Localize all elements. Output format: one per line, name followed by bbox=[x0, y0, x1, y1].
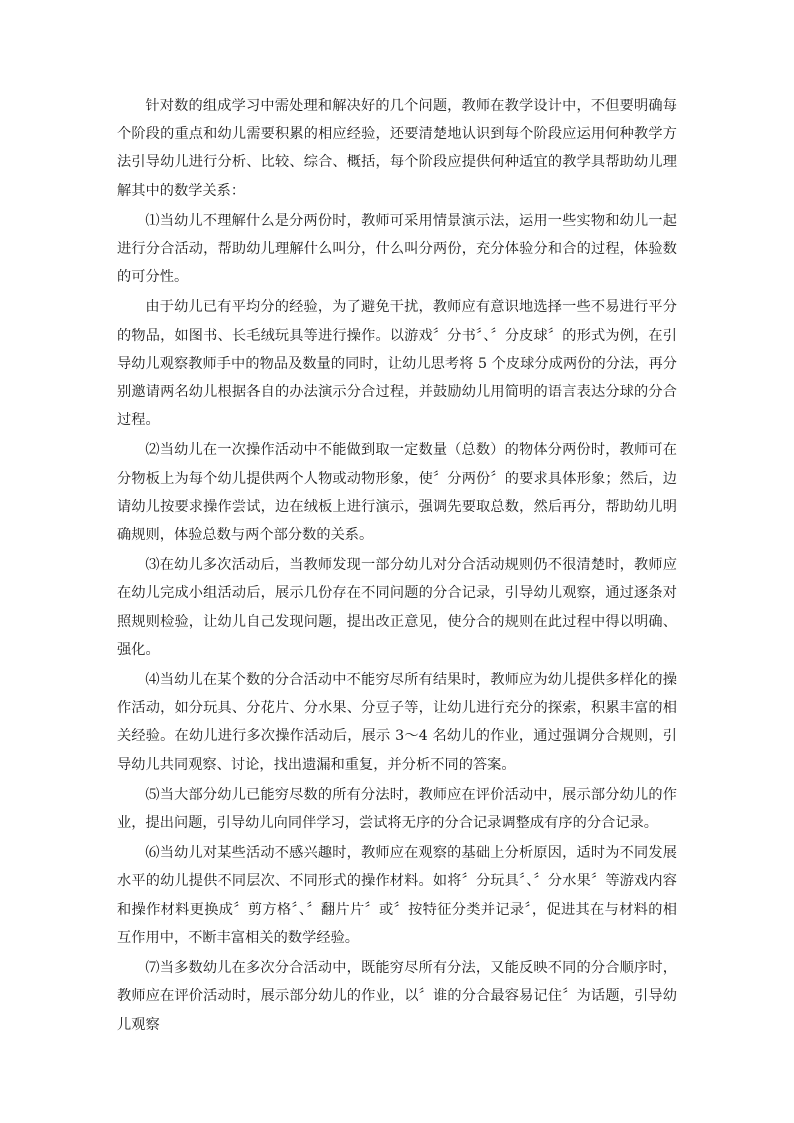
point-6-paragraph: ⑹当幼儿对某些活动不感兴趣时，教师应在观察的基础上分析原因，适时为不同发展水平的幼儿提供不同层次、不同形式的操作材料。如将〞分玩具〞、〞分水果〞等游戏内容和操作材料更换成〞剪方格〞、〞翻片片〞或〞按特征分类并记录〞，促进其在与材料的相互作用中，不断丰富相关的数学经验。 bbox=[117, 845, 677, 946]
point-7-paragraph: ⑺当多数幼儿在多次分合活动中，既能穷尽所有分法，又能反映不同的分合顺序时，教师应在评价活动时，展示部分幼儿的作业，以〞谁的分合最容易记住〞为话题，引导幼儿观察 bbox=[117, 960, 677, 1033]
point-5-paragraph: ⑸当大部分幼儿已能穷尽数的所有分法时，教师应在评价活动中，展示部分幼儿的作业，提出问题，引导幼儿向同伴学习，尝试将无序的分合记录调整成有序的分合记录。 bbox=[117, 786, 677, 832]
point-4-paragraph: ⑷当幼儿在某个数的分合活动中不能穷尽所有结果时，教师应为幼儿提供多样化的操作活动，如分玩具、分花片、分水果、分豆子等，让幼儿进行充分的探索，积累丰富的相关经验。在幼儿进行多次操作活动后，展示 3～4 名幼儿的作业，通过强调分合规则，引导幼儿共同观察、讨论，找出遗漏和重复，并分析不同的答案。 bbox=[117, 672, 677, 773]
intro-paragraph: 针对数的组成学习中需处理和解决好的几个问题，教师在教学设计中，不但要明确每个阶段的重点和幼儿需要积累的相应经验，还要清楚地认识到每个阶段应运用何种教学方法引导幼儿进行分析、比较、综合、概括，每个阶段应提供何种适宜的教学具帮助幼儿理解其中的数学关系： bbox=[117, 98, 677, 199]
document-body bbox=[117, 92, 677, 1039]
point-2-paragraph: ⑵当幼儿在一次操作活动中不能做到取一定数量（总数）的物体分两份时，教师可在分物板上为每个幼儿提供两个人物或动物形象，使〞分两份〞的要求具体形象；然后，边请幼儿按要求操作尝试，边在绒板上进行演示，强调先要取总数，然后再分，帮助幼儿明确规则，体验总数与两个部分数的关系。 bbox=[117, 442, 677, 544]
point-3-paragraph: ⑶在幼儿多次活动后，当教师发现一部分幼儿对分合活动规则仍不很清楚时，教师应在幼儿完成小组活动后，展示几份存在不同问题的分合记录，引导幼儿观察，通过逐条对照规则检验，让幼儿自己发现问题，提出改正意见，使分合的规则在此过程中得以明确、强化。 bbox=[117, 557, 677, 658]
point-1-example-paragraph: 由于幼儿已有平均分的经验，为了避免干扰，教师应有意识地选择一些不易进行平分的物品，如图书、长毛绒玩具等进行操作。以游戏〞分书〞、〞分皮球〞的形式为例，在引导幼儿观察教师手中的物品及数量的同时，让幼儿思考将 5 个皮球分成两份的分法，再分别邀请两名幼儿根据各自的办法演示分合过程，并鼓励幼儿用简明的语言表达分球的分合过程。 bbox=[117, 299, 677, 429]
point-1-paragraph: ⑴当幼儿不理解什么是分两份时，教师可采用情景演示法，运用一些实物和幼儿一起进行分合活动，帮助幼儿理解什么叫分，什么叫分两份，充分体验分和合的过程，体验数的可分性。 bbox=[117, 212, 677, 286]
